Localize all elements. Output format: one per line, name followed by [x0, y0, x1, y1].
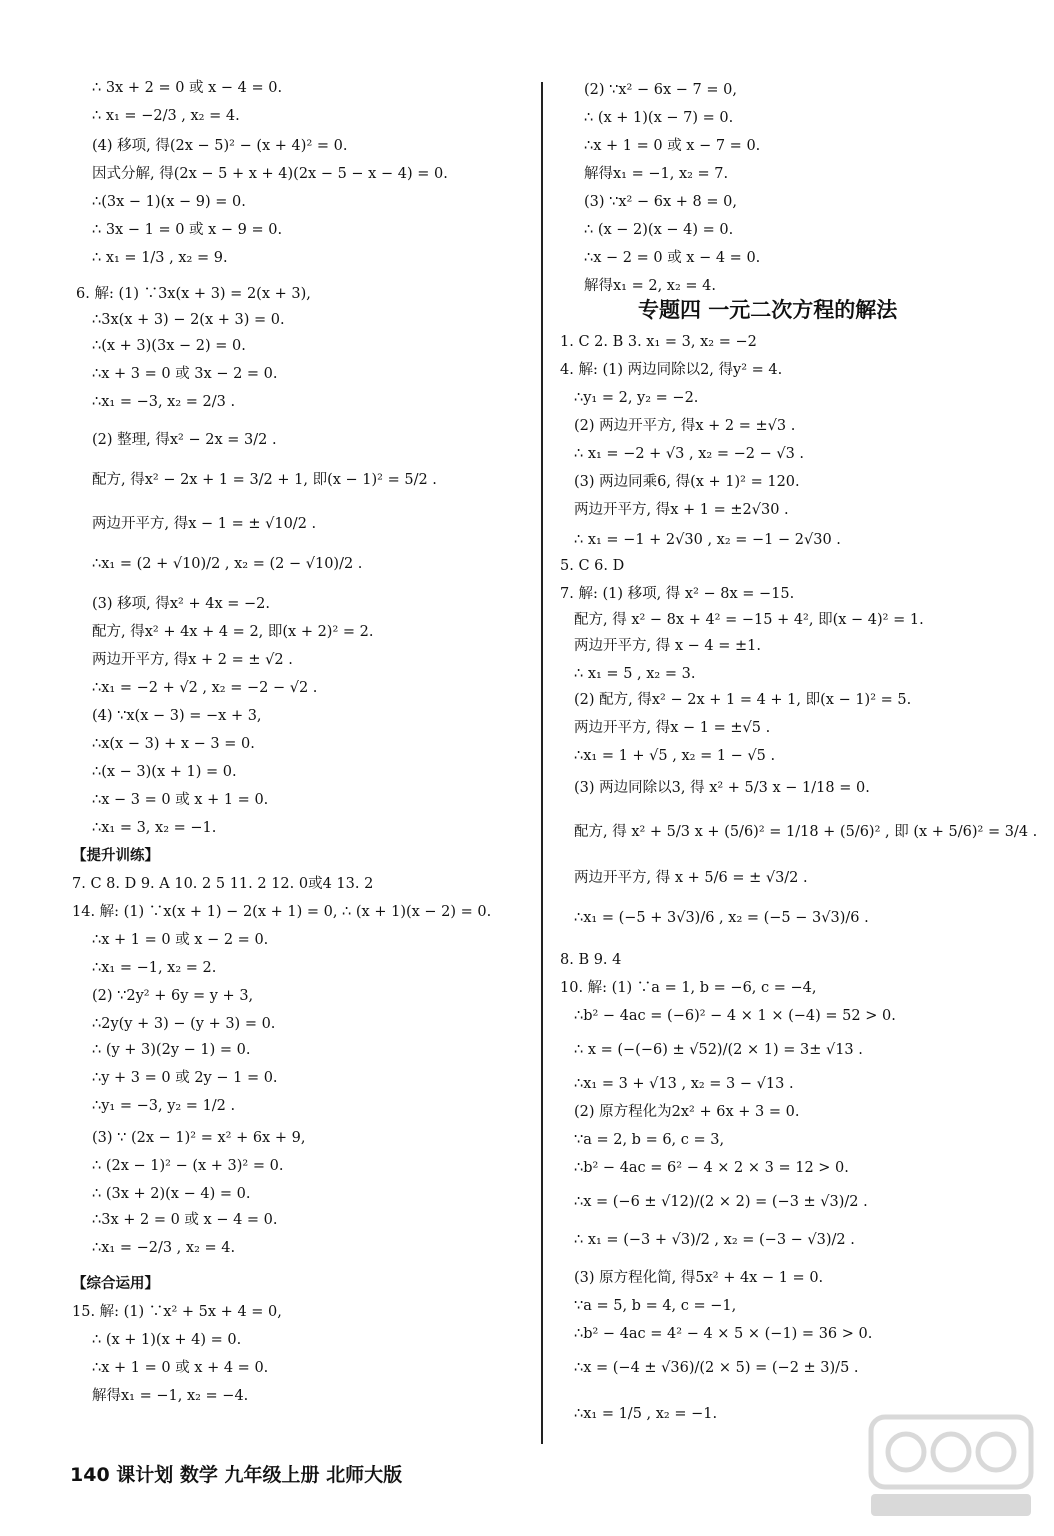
left_lines-line: 【综合运用】 — [72, 1276, 159, 1292]
left_lines-line: 两边开平方, 得x + 2 = ± √2 . — [92, 652, 293, 668]
left_lines-line: 7. C 8. D 9. A 10. 2 5 11. 2 12. 0或4 13. 2 — [72, 876, 374, 892]
right_lines-line: ∴ x₁ = −1 + 2√30 , x₂ = −1 − 2√30 . — [574, 532, 841, 548]
left_lines-line: 14. 解: (1) ∵x(x + 1) − 2(x + 1) = 0, ∴ (x + 1)(x − 2) = 0. — [72, 904, 492, 920]
right_lines-line: (3) 两边同除以3, 得 x² + 5/3 x − 1/18 = 0. — [574, 780, 870, 796]
right_lines-line: 配方, 得 x² + 5/3 x + (5/6)² = 1/18 + (5/6)² , 即 (x + 5/6)² = 3/4 . — [574, 824, 1038, 840]
left_lines-line: (2) ∵2y² + 6y = y + 3, — [92, 988, 254, 1004]
left_lines-line: ∴(x − 3)(x + 1) = 0. — [92, 764, 237, 780]
left_lines-line: ∴y + 3 = 0 或 2y − 1 = 0. — [92, 1070, 278, 1086]
left_lines-line: ∴x(x − 3) + x − 3 = 0. — [92, 736, 255, 752]
right_lines-line: ∴x₁ = 1 + √5 , x₂ = 1 − √5 . — [574, 748, 776, 764]
left_lines-line: ∴(x + 3)(3x − 2) = 0. — [92, 338, 246, 354]
right_lines-line: 解得x₁ = 2, x₂ = 4. — [584, 278, 716, 294]
left_lines-line: 两边开平方, 得x − 1 = ± √10/2 . — [92, 516, 317, 532]
right_lines-line: ∴y₁ = 2, y₂ = −2. — [574, 390, 699, 406]
left_lines-line: ∴x₁ = −2/3 , x₂ = 4. — [92, 1240, 236, 1256]
left_lines-line: ∴2y(y + 3) − (y + 3) = 0. — [92, 1016, 276, 1032]
right_lines-line: 两边开平方, 得x − 1 = ±√5 . — [574, 720, 771, 736]
right_lines-line: 解得x₁ = −1, x₂ = 7. — [584, 166, 729, 182]
left_lines-line: ∴ 3x + 2 = 0 或 x − 4 = 0. — [92, 80, 283, 96]
left_lines-line: ∴ (2x − 1)² − (x + 3)² = 0. — [92, 1158, 284, 1174]
right_lines-line: (2) ∵x² − 6x − 7 = 0, — [584, 82, 737, 98]
left_lines-line: (4) ∵x(x − 3) = −x + 3, — [92, 708, 262, 724]
left_lines-line: ∴3x(x + 3) − 2(x + 3) = 0. — [92, 312, 285, 328]
right_lines-line: (2) 原方程化为2x² + 6x + 3 = 0. — [574, 1104, 800, 1120]
right_lines-line: ∴ x₁ = −2 + √3 , x₂ = −2 − √3 . — [574, 446, 805, 462]
left_lines-line: ∴x₁ = (2 + √10)/2 , x₂ = (2 − √10)/2 . — [92, 556, 363, 572]
right_lines-line: ∴x = (−4 ± √36)/(2 × 5) = (−2 ± 3)/5 . — [574, 1360, 859, 1376]
right_lines-line: ∴x + 1 = 0 或 x − 7 = 0. — [584, 138, 761, 154]
right_lines-line: ∴x₁ = 3 + √13 , x₂ = 3 − √13 . — [574, 1076, 794, 1092]
left_lines-line: ∴x + 3 = 0 或 3x − 2 = 0. — [92, 366, 278, 382]
left_lines-line: ∴x + 1 = 0 或 x − 2 = 0. — [92, 932, 269, 948]
left_lines-line: ∴ (y + 3)(2y − 1) = 0. — [92, 1042, 251, 1058]
right_lines-line: 两边开平方, 得 x + 5/6 = ± √3/2 . — [574, 870, 808, 886]
right_lines-line: 7. 解: (1) 移项, 得 x² − 8x = −15. — [560, 586, 795, 602]
right_lines-line: 5. C 6. D — [560, 558, 625, 574]
left_lines-line: (3) 移项, 得x² + 4x = −2. — [92, 596, 270, 612]
right_lines-line: 10. 解: (1) ∵a = 1, b = −6, c = −4, — [560, 980, 817, 996]
right_lines-line: 配方, 得 x² − 8x + 4² = −15 + 4², 即(x − 4)² = 1. — [574, 612, 924, 628]
right_lines-line: (3) 原方程化简, 得5x² + 4x − 1 = 0. — [574, 1270, 824, 1286]
right_lines-line: ∴b² − 4ac = (−6)² − 4 × 1 × (−4) = 52 > 0. — [574, 1008, 896, 1024]
right_lines-line: (3) ∵x² − 6x + 8 = 0, — [584, 194, 737, 210]
right_lines-line: ∴ (x − 2)(x − 4) = 0. — [584, 222, 734, 238]
right_lines-line: ∴b² − 4ac = 6² − 4 × 2 × 3 = 12 > 0. — [574, 1160, 849, 1176]
left_lines-line: (2) 整理, 得x² − 2x = 3/2 . — [92, 432, 277, 448]
right_lines-line: 4. 解: (1) 两边同除以2, 得y² = 4. — [560, 362, 783, 378]
left_lines-line: 配方, 得x² + 4x + 4 = 2, 即(x + 2)² = 2. — [92, 624, 374, 640]
left_lines-line: ∴(3x − 1)(x − 9) = 0. — [92, 194, 246, 210]
right_lines-line: 8. B 9. 4 — [560, 952, 622, 968]
left_lines-line: 6. 解: (1) ∵3x(x + 3) = 2(x + 3), — [76, 286, 311, 302]
right_lines-line: 两边开平方, 得x + 1 = ±2√30 . — [574, 502, 789, 518]
page-footer: 140 课计划 数学 九年级上册 北师大版 — [70, 1464, 403, 1486]
left_lines-line: 【提升训练】 — [72, 848, 159, 864]
left_lines-line: ∴ x₁ = −2/3 , x₂ = 4. — [92, 108, 240, 124]
right_lines-line: ∴x = (−6 ± √12)/(2 × 2) = (−3 ± √3)/2 . — [574, 1194, 868, 1210]
left_lines-line: ∴x₁ = −3, x₂ = 2/3 . — [92, 394, 236, 410]
right_lines-line: ∵a = 5, b = 4, c = −1, — [574, 1298, 737, 1314]
left_lines-line: ∴y₁ = −3, y₂ = 1/2 . — [92, 1098, 236, 1114]
right_lines-line: ∴b² − 4ac = 4² − 4 × 5 × (−1) = 36 > 0. — [574, 1326, 873, 1342]
left_lines-line: 15. 解: (1) ∵x² + 5x + 4 = 0, — [72, 1304, 282, 1320]
left_lines-line: ∴x₁ = 3, x₂ = −1. — [92, 820, 217, 836]
right_lines-line: 1. C 2. B 3. x₁ = 3, x₂ = −2 — [560, 334, 757, 350]
column-divider — [541, 82, 543, 1444]
left_lines-line: ∴ x₁ = 1/3 , x₂ = 9. — [92, 250, 228, 266]
right_lines-line: ∴ (x + 1)(x − 7) = 0. — [584, 110, 734, 126]
left_lines-line: ∴ (3x + 2)(x − 4) = 0. — [92, 1186, 251, 1202]
left_lines-line: 配方, 得x² − 2x + 1 = 3/2 + 1, 即(x − 1)² = 5/2 . — [92, 472, 437, 488]
left_lines-line: ∴x + 1 = 0 或 x + 4 = 0. — [92, 1360, 269, 1376]
left_lines-line: ∴ 3x − 1 = 0 或 x − 9 = 0. — [92, 222, 283, 238]
left_lines-line: (4) 移项, 得(2x − 5)² − (x + 4)² = 0. — [92, 138, 348, 154]
left_lines-line: 因式分解, 得(2x − 5 + x + 4)(2x − 5 − x − 4) = 0. — [92, 166, 448, 182]
right_lines-line: (3) 两边同乘6, 得(x + 1)² = 120. — [574, 474, 800, 490]
right_lines-line: (2) 两边开平方, 得x + 2 = ±√3 . — [574, 418, 796, 434]
right_lines-line: ∴x − 2 = 0 或 x − 4 = 0. — [584, 250, 761, 266]
watermark-logo — [866, 1412, 1036, 1522]
right_lines-line: 两边开平方, 得 x − 4 = ±1. — [574, 638, 761, 654]
left_lines-line: 解得x₁ = −1, x₂ = −4. — [92, 1388, 249, 1404]
right_lines-line: ∴x₁ = (−5 + 3√3)/6 , x₂ = (−5 − 3√3)/6 . — [574, 910, 869, 926]
left_lines-line: ∴ (x + 1)(x + 4) = 0. — [92, 1332, 242, 1348]
right_lines-line: ∴ x = (−(−6) ± √52)/(2 × 1) = 3± √13 . — [574, 1042, 863, 1058]
right_lines-line: 专题四 一元二次方程的解法 — [638, 298, 898, 322]
right_lines-line: ∵a = 2, b = 6, c = 3, — [574, 1132, 725, 1148]
right_lines-line: ∴x₁ = 1/5 , x₂ = −1. — [574, 1406, 718, 1422]
right_lines-line: ∴ x₁ = 5 , x₂ = 3. — [574, 666, 696, 682]
left_lines-line: ∴3x + 2 = 0 或 x − 4 = 0. — [92, 1212, 278, 1228]
right_lines-line: ∴ x₁ = (−3 + √3)/2 , x₂ = (−3 − √3)/2 . — [574, 1232, 855, 1248]
left_lines-line: (3) ∵ (2x − 1)² = x² + 6x + 9, — [92, 1130, 306, 1146]
left_lines-line: ∴x₁ = −1, x₂ = 2. — [92, 960, 217, 976]
left_lines-line: ∴x − 3 = 0 或 x + 1 = 0. — [92, 792, 269, 808]
left_lines-line: ∴x₁ = −2 + √2 , x₂ = −2 − √2 . — [92, 680, 318, 696]
right_lines-line: (2) 配方, 得x² − 2x + 1 = 4 + 1, 即(x − 1)² = 5. — [574, 692, 912, 708]
